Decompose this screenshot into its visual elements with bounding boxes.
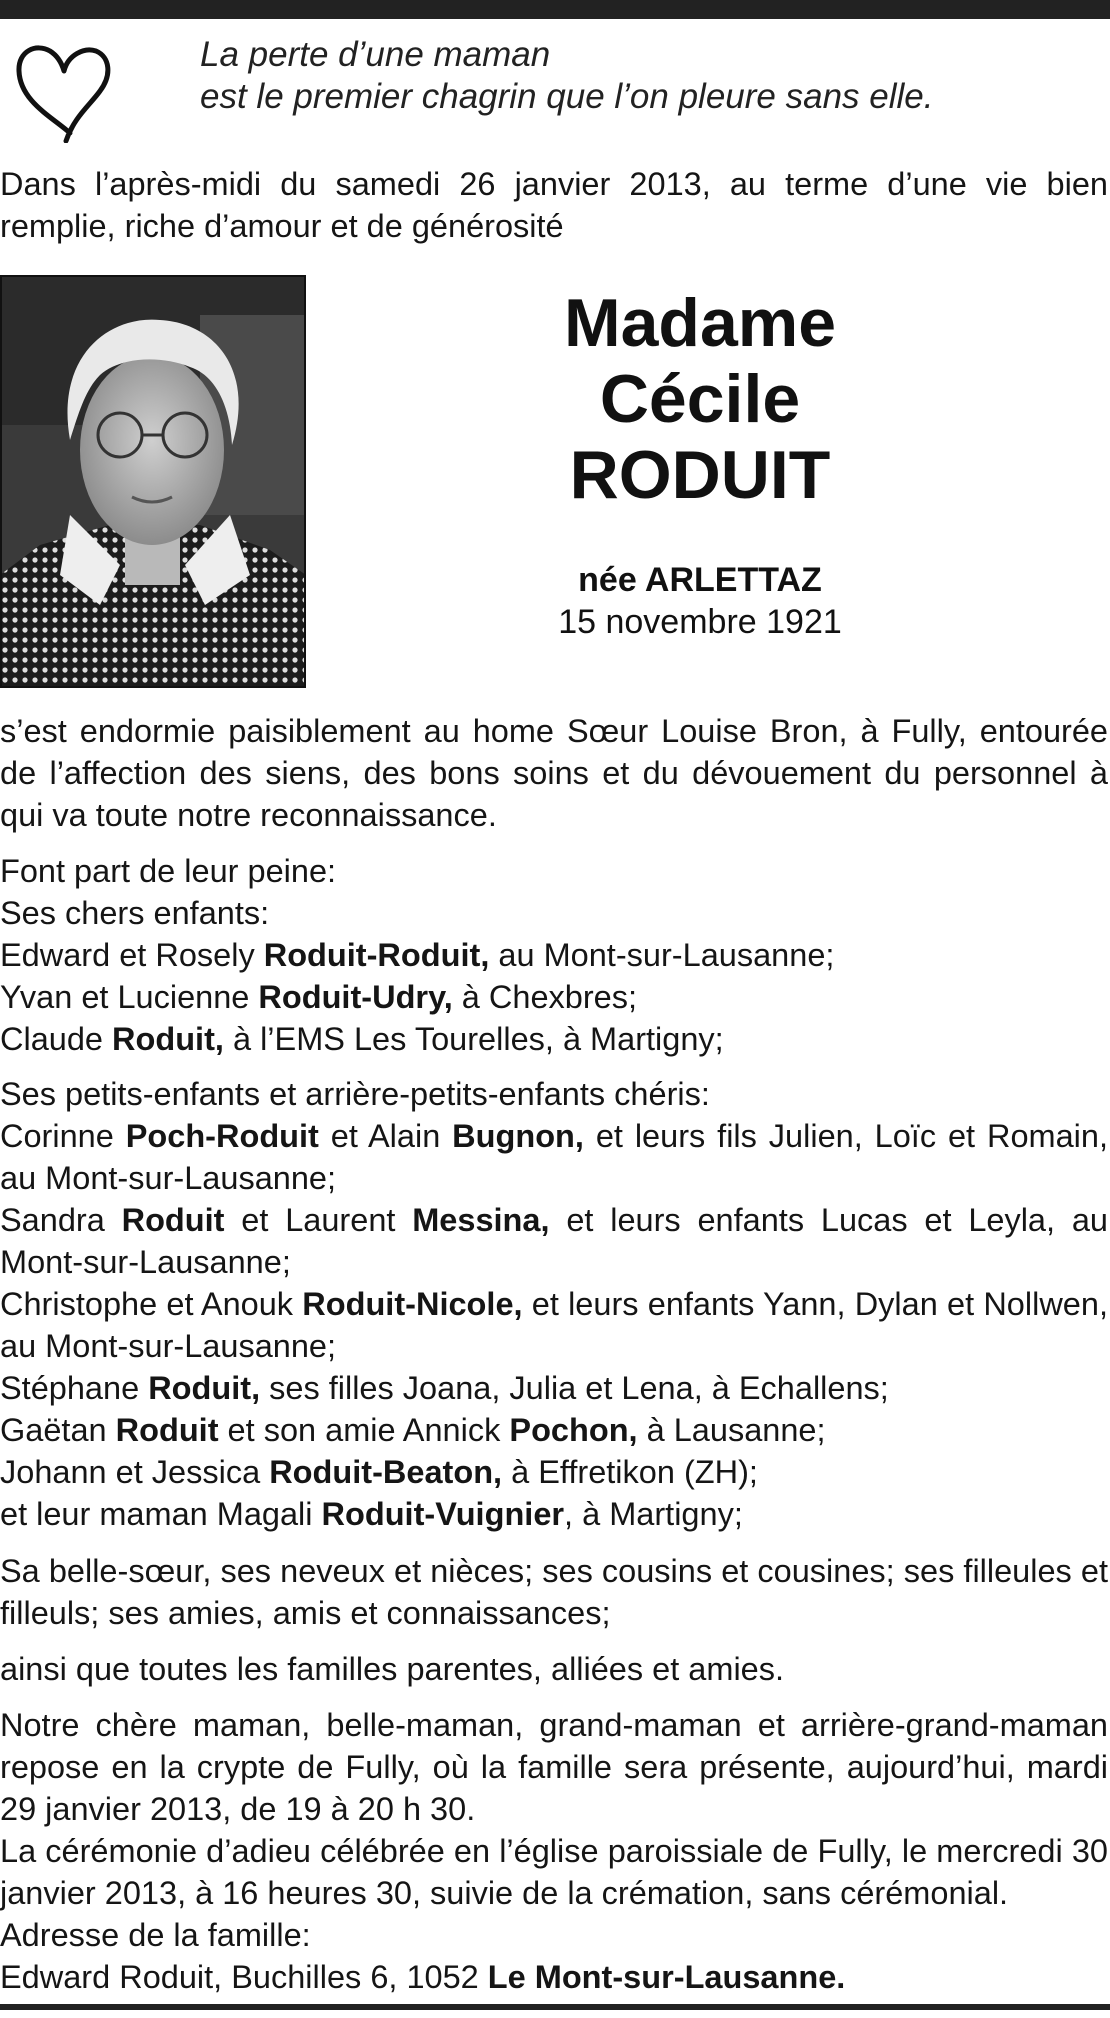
crypt-paragraph: Notre chère maman, belle-maman, grand-maman et arrière-grand-maman repose en la crypte de Fully, où la famille sera présente, aujourd’hui, mardi 29 janvier 2013, de 19 à 20 h 30. <box>0 1707 1108 1827</box>
child-entry: Claude Roduit, à l’EMS Les Tourelles, à Martigny; <box>0 1021 724 1057</box>
grandchild-entry: Sandra Roduit et Laurent Messina, et leurs enfants Lucas et Leyla, au Mont-sur-Lausanne; <box>0 1202 1108 1280</box>
grandchild-entry: Gaëtan Roduit et son amie Annick Pochon, à Lausanne; <box>0 1412 826 1448</box>
families-paragraph: ainsi que toutes les familles parentes, alliées et amies. <box>0 1651 785 1687</box>
intro-paragraph: Dans l’après-midi du samedi 26 janvier 2013, au terme d’une vie bien remplie, riche d’amour et de générosité <box>0 166 1108 244</box>
child-entry: Yvan et Lucienne Roduit-Udry, à Chexbres; <box>0 979 638 1015</box>
children-heading: Ses chers enfants: <box>0 895 270 931</box>
grandchild-entry: et leur maman Magali Roduit-Vuignier, à Martigny; <box>0 1496 743 1532</box>
family-address <box>0 1914 1108 1998</box>
announcement <box>0 850 1108 1060</box>
relatives-paragraph: Sa belle-sœur, ses neveux et nièces; ses cousins et cousines; ses filleules et filleuls; ses amies, amis et connaissances; <box>0 1553 1108 1631</box>
ceremony-paragraph: La cérémonie d’adieu célébrée en l’église paroissiale de Fully, le mercredi 30 janvier 2013, à 16 heures 30, suivie de la crémation, sans cérémonial. <box>0 1833 1108 1911</box>
deceased-last-name: RODUIT <box>569 437 831 513</box>
epigraph-line-2: est le premier chagrin que l’on pleure sans elle. <box>200 77 934 116</box>
grandchildren-section <box>0 1073 1108 1535</box>
grandchildren-heading: Ses petits-enfants et arrière-petits-enfants chéris: <box>0 1076 710 1112</box>
heart-icon <box>14 37 114 143</box>
grandchild-entry: Johann et Jessica Roduit-Beaton, à Effretikon (ZH); <box>0 1454 758 1490</box>
address-line: Edward Roduit, Buchilles 6, 1052 Le Mont-sur-Lausanne. <box>0 1959 846 1995</box>
portrait-photo <box>0 275 306 688</box>
announcement-line: Font part de leur peine: <box>0 853 337 889</box>
birth-date: 15 novembre 1921 <box>558 603 842 641</box>
grandchild-entry: Stéphane Roduit, ses filles Joana, Julia et Lena, à Echallens; <box>0 1370 889 1406</box>
deceased-title: Madame <box>563 285 837 361</box>
passing-paragraph: s’est endormie paisiblement au home Sœur Louise Bron, à Fully, entourée de l’affection des siens, des bons soins et du dévouement du personnel à qui va toute notre reconnaissance. <box>0 713 1108 833</box>
epigraph <box>200 34 1080 118</box>
deceased-name-block <box>400 285 1000 643</box>
maiden-name: née ARLETTAZ <box>578 561 822 599</box>
epigraph-line-1: La perte d’une maman <box>200 35 551 74</box>
grandchild-entry: Christophe et Anouk Roduit-Nicole, et leurs enfants Yann, Dylan et Nollwen, au Mont-sur-Lausanne; <box>0 1286 1108 1364</box>
grandchild-entry: Corinne Poch-Roduit et Alain Bugnon, et leurs fils Julien, Loïc et Romain, au Mont-sur-Lausanne; <box>0 1118 1108 1196</box>
child-entry: Edward et Rosely Roduit-Roduit, au Mont-sur-Lausanne; <box>0 937 835 973</box>
address-label: Adresse de la famille: <box>0 1917 311 1953</box>
deceased-first-name: Cécile <box>599 361 801 437</box>
top-rule <box>0 0 1110 19</box>
bottom-rule <box>0 2004 1110 2010</box>
